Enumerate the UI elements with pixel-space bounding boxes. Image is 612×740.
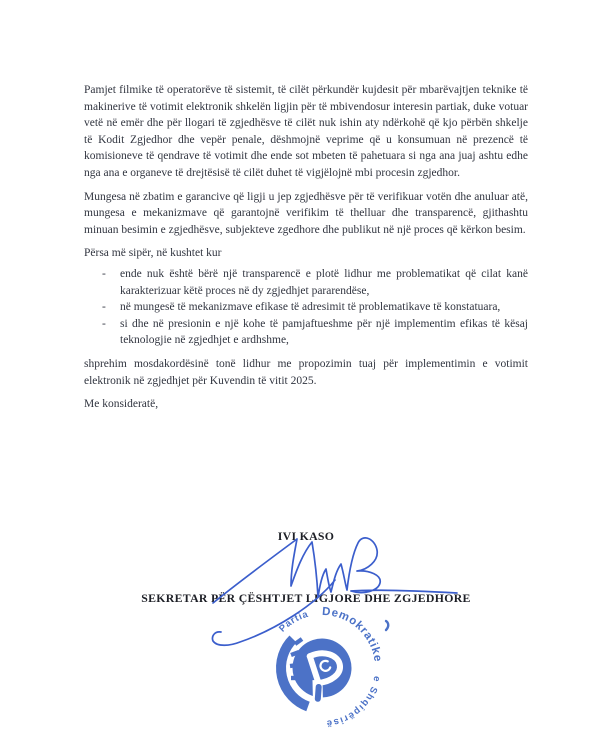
signer-title: SEKRETAR PËR ÇËSHTJET LIGJORE DHE ZGJEDHORE [141, 591, 471, 605]
stamp-text-partia: Partia [277, 608, 311, 635]
paragraph-intro: Përsa më sipër, në kushtet kur [84, 247, 222, 260]
stamp-text-partia-wrap [277, 609, 310, 635]
list-item-text: si dhe në presionin e një kohe të pamjaftueshme për një implementim efikas të kësaj teknologjie në zgjedhjet e ardhshme, [120, 317, 528, 347]
stamp-text-demokratike: Demokratike [321, 605, 384, 664]
signer-name: IVI KASO [277, 529, 335, 543]
list-item [102, 316, 528, 349]
paragraph-guarantees: Mungesa në zbatim e garancive që ligji u jep zgjedhësve për të verifikuar votën dhe anuluar atë, mungesa e mekanizmave që garantojnë verifikim të thelluar dhe transparencë, gjithashtu minuan besimin e zgjedhësve, subjekteve zgedhore dhe publikut në një proces që kërkon besim. [84, 190, 528, 236]
list-dash-marker: - [102, 301, 106, 314]
letter-body [84, 82, 528, 420]
paragraph-closing: shprehim mosdakordësinë tonë lidhur me propozimin tuaj për implementimin e votimit elektronik në zgjedhjet për Kuvendin të vitit 2025. [84, 357, 528, 387]
list-item-text: ende nuk është bërë një transparencë e plotë lidhur me problematikat që cilat kanë karakterizuar këtë proces në dy zgjedhjet pararendëse, [120, 267, 528, 297]
conditions-list [102, 266, 528, 349]
list-dash-marker: - [102, 317, 106, 330]
list-item-text: në mungesë të mekanizmave efikase të adresimit të problematikave të konstatuara, [120, 301, 501, 314]
paragraph-operators: Pamjet filmike të operatorëve të sistemit, të cilët përkundër kujdesit për mbarëvajtjen teknike të makinerive të votimit elektronik shkelën ligjin për të mbivendosur interesin partiak, duke votuar vetë në emër dhe për llogari të zgjedhësve të cilët nuk ishin aty ndërkohë që kjo përbën shkelje të Kodit Zgjedhor dhe vepër penale, dëshmojnë veprime që u konsumuan në prezencë të komisioneve të qendrave të votimit dhe ende sot mbeten të pahetuara si nga ana juaj ashtu edhe nga ana e organeve të drejtësisë të cilët duhet të vigjëlojnë mbi procesin zgjedhor. [84, 84, 528, 179]
party-seal-stamp [250, 600, 442, 740]
valediction: Me konsideratë, [84, 398, 159, 411]
stamp-text-shqiperise: e Shqipërisë [324, 675, 383, 729]
list-dash-marker: - [102, 267, 106, 280]
stamp-tick-mark [386, 621, 388, 630]
list-item [102, 266, 528, 299]
pd-logo-tail [314, 687, 322, 699]
list-item [102, 299, 528, 316]
